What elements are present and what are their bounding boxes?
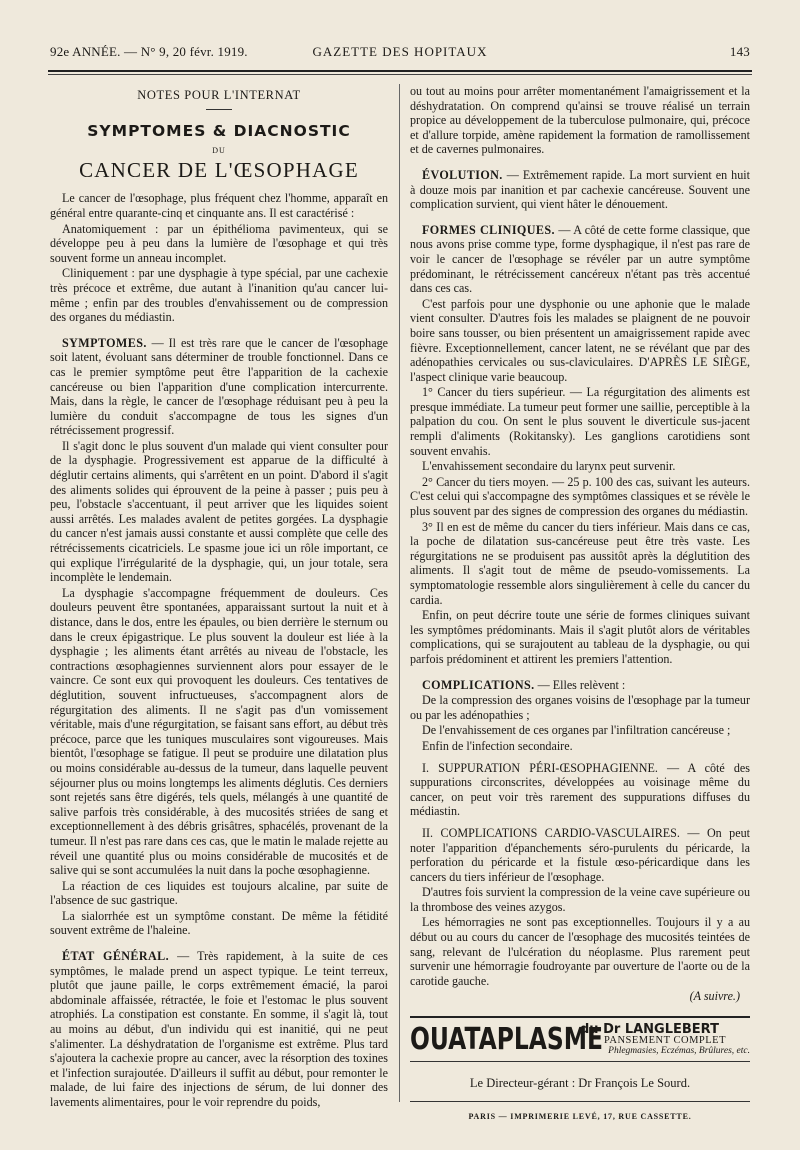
page-number: 143: [729, 44, 750, 59]
printer-line: PARIS — IMPRIMERIE LEVÉ, 17, RUE CASSETTE.: [468, 1111, 692, 1121]
footer-rule: [410, 1101, 750, 1102]
complications-heading: COMPLICATIONS.: [422, 677, 535, 692]
hemorragies-paragraph: Les hémorragies ne sont pas exceptionnelles. Toujours il y a au début ou au cours du cancer de l'œsophage des mucosités teintées de sang, relevant de l'ulcération du néoplasme. Plus rarement peut survenir une hémorragie foudroyante par ouverture de l'aorte ou de la carotide gauche.: [410, 915, 750, 988]
tiers-inferieur-paragraph: 3° Il en est de même du cancer du tiers inférieur. Mais dans ce cas, la poche de dilatation sus-cancéreuse peut être très vaste. Les régurgitations ne se produisent pas aussitôt après la déglutition des aliments. Il s'agit tout de même de pseudo-vomissements. La symptomatologie ressemble alors singulièrement à celle du cancer du cardia.: [410, 519, 750, 607]
symptomes-paragraph: SYMPTOMES. — Il est très rare que le cancer de l'œsophage soit latent, évoluant sans déterminer de trouble fonctionnel. Dans ce cas le premier symptôme peut être l'apparition de la cachexie cancéreuse ou bien l'apparition d'une complication intercurrente. Mais, dans la règle, le cancer de l'œsophage réduisant peu à peu la lumière du conduit s'accompagne de tous les signes d'un rétrécissement progressif.: [50, 335, 388, 438]
left-column: [50, 84, 388, 1111]
section-title: NOTES POUR L'INTERNAT: [137, 88, 301, 102]
issue-info: 92e ANNÉE. — N° 9, 20 févr. 1919.: [50, 44, 248, 59]
ad-subtitle: PANSEMENT COMPLET: [604, 1035, 726, 1047]
anatomy-paragraph: Anatomiquement : par un épithélioma pavimenteux, qui se développe peu à peu dans la lumière de l'œsophage et qui très souvent forme un anneau incomplet.: [50, 221, 388, 265]
article-title-2: CANCER DE L'ŒSOPHAGE: [79, 157, 359, 182]
header-rule-thick: [48, 70, 752, 72]
article-title-du: DU: [212, 146, 226, 156]
continuation-paragraph: ou tout au moins pour arrêter momentanément l'amaigrissement et la déshydratation. On comprend qu'ainsi se trouve réalisé un terrain propice au développement de la tuberculose pulmonaire, qui, précoce et d'allure torpide, amène rapidement la formation de ramollissement et de cavernes pulmonaires.: [410, 84, 750, 157]
article-title-1: SYMPTOMES & DIACNOSTIC: [87, 121, 351, 140]
header-rule-thin: [48, 74, 752, 75]
to-be-continued: (A suivre.): [689, 989, 740, 1004]
etat-general-heading: ÉTAT GÉNÉRAL.: [62, 949, 170, 964]
suppuration-paragraph: I. SUPPURATION PÉRI-ŒSOPHAGIENNE. — A côté des suppurations circonscrites, développées au voisinage même du cancer, on peut voir très rarement des suppurations diffuses du médiastin.: [410, 760, 750, 819]
envahissement-paragraph: De l'envahissement de ces organes par l'infiltration cancéreuse ;: [422, 723, 731, 738]
cardio-vasculaire-paragraph: II. COMPLICATIONS CARDIO-VASCULAIRES. — On peut noter l'apparition d'épanchements séro-purulents du péricarde, la perforation du péricarde et la fistule œso-péricardique dans les cancers du tiers inférieur de l'œsophage.: [410, 825, 750, 884]
dysphonie-paragraph: C'est parfois pour une dysphonie ou une aphonie que le malade vient consulter. D'autres fois les malades se plaignent de ne pouvoir boire sans tousser, ou bien présentent un amaigrissement rapide avec fièvre. Exceptionnellement, cancer latent, ne se révélant que par des adénopathies cervicales ou sus-claviculaires. D'APRÈS LE SIÈGE, l'aspect clinique varie beaucoup.: [410, 296, 750, 384]
ad-brand-name: OUATAPLASME: [410, 1022, 604, 1058]
ad-details: [580, 1024, 750, 1057]
title-divider: [206, 109, 232, 110]
intro-paragraph: Le cancer de l'œsophage, plus fréquent chez l'homme, apparaît en général entre quarante-cinq et cinquante ans. Il est caractérisé :: [50, 191, 388, 220]
tiers-moyen-paragraph: 2° Cancer du tiers moyen. — 25 p. 100 des cas, suivant les auteurs. C'est celui qui s'accompagne des symptômes classiques et se révèle le plus souvent par des signes de compression des organes du médiastin.: [410, 474, 750, 519]
etat-general-paragraph: ÉTAT GÉNÉRAL. — Très rapidement, à la suite de ces symptômes, le malade prend un aspect typique. Le teint terreux, plutôt que jaune paille, le corps extrêmement émacié, la paroi abdominale affaissée, rétractée, le foie et l'estomac le plus souvent atrophiés. La constipation est constante. En somme, il s'agit là, tout au moins au début, d'un individu qui est inanitié, qui ne peut s'alimenter. La déshydratation de l'organisme est extrême. Plus tard s'ajoutera la cachexie propre au cancer, avec la résorption des toxines et l'infection surajoutée. D'ailleurs il suffit au début, pour remonter le malade, de lui faire des injections de sérum, de lui donner des lavements alimentaires, pour le voir reprendre du poids,: [50, 949, 388, 1109]
douleurs-paragraph: La dysphagie s'accompagne fréquemment de douleurs. Ces douleurs peuvent être spontanées, apparaissant surtout la nuit et à distance, dans le dos, entre les épaules, ou bien derrière le sternum ou dans le creux épigastrique. Le plus souvent la douleur est liée à la dysphagie ; les aliments étant arrêtés au niveau de l'obstacle, les contractions œsophagiennes surviennent alors pour essayer de le vaincre. Ce sont eux qui provoquent les douleurs. Ces tentatives de déglutition, souvent infructueuses, s'accompagnent alors de régurgitation des aliments. Il ne s'agit pas d'un vomissement véritable, mais d'une régurgitation, se faisant sans effort, au début très précoce, parce que les tuniques musculaires sont vigoureuses. Mais bientôt, l'œsophage se fatigue. Il peut se produire une dilatation plus ou moins considérable au-dessus de la tumeur, dans laquelle peuvent séjourner plus ou moins longtemps les aliments déglutis. Ces derniers sont rejetés sans être digérés, tels quels, mélangés à une quantité de salive parfois très considérable, à des mucosités striées de sang et exceptionnellement à des débris grisâtres, sphacélés, provenant de la tumeur. Il n'est pas rare dans ces cas, que le matin le malade rejette au réveil une quantité plus ou moins considérable de mucosités et de salive qui se sont accumulées la nuit dans la poche œsophagienne.: [50, 585, 388, 878]
symptomes-heading: SYMPTOMES.: [62, 335, 147, 350]
complications-paragraph: COMPLICATIONS. — Elles relèvent :: [422, 677, 626, 692]
formes-paragraph: FORMES CLINIQUES. — A côté de cette forme classique, que nous avons prise comme type, forme dysphagique, il n'est pas rare de voir le cancer de l'œsophage se révéler par un autre symptôme prédominant, le rétrécissement cancéreux n'étant pas très accentué dans ces cas.: [410, 222, 751, 296]
veine-cave-paragraph: D'autres fois survient la compression de la veine cave supérieure ou la thrombose des veines azygos.: [410, 885, 750, 914]
page-header: [50, 44, 750, 64]
ad-conditions: Phlegmasies, Eczémas, Brûlures, etc.: [608, 1046, 750, 1057]
formes-enfin-paragraph: Enfin, on peut décrire toute une série de formes cliniques suivant les symptômes prédominants. Mais il s'agit plutôt alors de véritables complications, qui se surajoutent au tableau de la dysphagie, ou qui parfois prédominent et attirent les premiers l'attention.: [410, 608, 750, 666]
journal-title: GAZETTE DES HOPITAUX: [312, 44, 488, 59]
formes-heading: FORMES CLINIQUES.: [422, 222, 555, 237]
right-column: [410, 84, 750, 1125]
advertisement: [410, 1016, 750, 1062]
dysphagie-paragraph: Il s'agit donc le plus souvent d'un malade qui vient consulter pour de la dysphagie. Progressivement est apparue de la difficulté à déglutir certains aliments, qui s'arrêtent en un point. D'abord il s'agit des aliments solides qui éprouvent de la peine à passer ; puis peu à peu, l'obstacle s'accentuant, il peut arriver que les liquides soient aussi arrêtés. Les malades avalent de petites gorgées. La dysphagie du cancer n'est jamais aussi constante et aussi complète que celle des rétrécissements cicatriciels. Le spasme joue ici un rôle important, ce qui explique l'irrégularité de la dysphagie, qui, un jour totale, sera incomplète le lendemain.: [50, 438, 388, 585]
larynx-paragraph: L'envahissement secondaire du larynx peut survenir.: [422, 459, 676, 474]
column-divider: [399, 84, 400, 1102]
reaction-paragraph: La réaction de ces liquides est toujours alcaline, par suite de l'absence de suc gastrique.: [50, 878, 388, 908]
sialorrhee-paragraph: La sialorrhée est un symptôme constant. De même la fétidité souvent extrême de l'haleine.: [50, 908, 388, 938]
evolution-paragraph: ÉVOLUTION. — Extrêmement rapide. La mort survient en huit à douze mois par inanition et par cachexie cancéreuse. Souvent une complication survient, qui vient hâter le dénouement.: [410, 167, 750, 212]
infection-paragraph: Enfin de l'infection secondaire.: [422, 738, 573, 753]
director-line: Le Directeur-gérant : Dr François Le Sourd.: [469, 1076, 691, 1091]
clinical-paragraph: Cliniquement : par une dysphagie à type spécial, par une cachexie très précoce et extrême, due autant à l'inanition qu'au cancer lui-même ; enfin par des troubles d'envahissement ou de compression des organes du médiastin.: [50, 266, 388, 325]
ad-doctor: du Dr LANGLEBERT: [580, 1022, 719, 1038]
evolution-heading: ÉVOLUTION.: [422, 167, 503, 182]
tiers-superieur-paragraph: 1° Cancer du tiers supérieur. — La régurgitation des aliments est presque immédiate. La tumeur peut former une saillie, perceptible à la palpation du cou. On sent le plus souvent le diverticule sus-jacent rempli d'aliments (Rokitansky). Les ganglions carotidiens sont souvent envahis.: [410, 385, 750, 458]
compression-paragraph: De la compression des organes voisins de l'œsophage par la tumeur ou par les adénopathies ;: [410, 693, 750, 722]
